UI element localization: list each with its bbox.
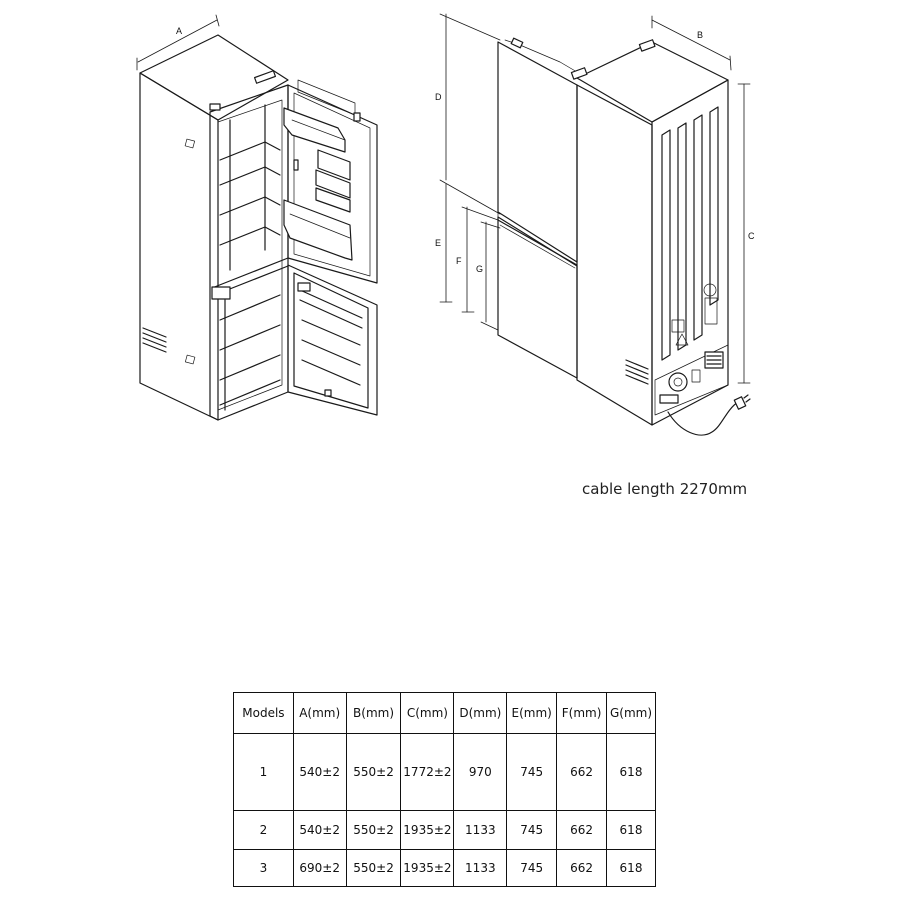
header-models: Models xyxy=(234,693,294,734)
table-cell: 745 xyxy=(507,850,557,887)
dimension-label-d: D xyxy=(435,92,442,102)
dimensions-table xyxy=(233,692,656,887)
table-cell: 540±2 xyxy=(293,734,346,811)
table-cell: 745 xyxy=(507,811,557,850)
table-cell: 1133 xyxy=(454,850,507,887)
dimension-label-g: G xyxy=(476,264,484,274)
open-fridge-view xyxy=(137,15,377,420)
table-cell: 618 xyxy=(607,734,656,811)
built-in-back-view xyxy=(435,14,755,435)
back-panel xyxy=(652,80,728,425)
table-cell: 1133 xyxy=(454,811,507,850)
fridge-cabinet-side xyxy=(140,73,218,420)
table-row xyxy=(234,850,656,887)
table-cell: 690±2 xyxy=(293,850,346,887)
table-cell: 1935±2 xyxy=(401,811,454,850)
table-cell: 550±2 xyxy=(346,734,401,811)
lower-door-panel xyxy=(498,217,577,378)
table-cell: 618 xyxy=(607,850,656,887)
table-cell: 550±2 xyxy=(346,850,401,887)
header-e: E(mm) xyxy=(507,693,557,734)
table-cell: 1935±2 xyxy=(401,850,454,887)
table-header-row xyxy=(234,693,656,734)
header-d: D(mm) xyxy=(454,693,507,734)
dimension-label-f: F xyxy=(456,256,462,266)
table-cell: 550±2 xyxy=(346,811,401,850)
header-b: B(mm) xyxy=(346,693,401,734)
upper-door-panel xyxy=(498,42,577,262)
table-cell: 618 xyxy=(607,811,656,850)
table-cell: 1 xyxy=(234,734,294,811)
table-cell: 2 xyxy=(234,811,294,850)
header-c: C(mm) xyxy=(401,693,454,734)
header-g: G(mm) xyxy=(607,693,656,734)
table-cell: 1772±2 xyxy=(401,734,454,811)
table-row xyxy=(234,734,656,811)
table-cell: 3 xyxy=(234,850,294,887)
dimension-label-a: A xyxy=(176,26,183,36)
table-cell: 970 xyxy=(454,734,507,811)
dimension-label-b: B xyxy=(697,30,704,40)
table-cell: 662 xyxy=(557,734,607,811)
table-cell: 540±2 xyxy=(293,811,346,850)
header-f: F(mm) xyxy=(557,693,607,734)
table-cell: 745 xyxy=(507,734,557,811)
table-cell: 662 xyxy=(557,850,607,887)
dimension-label-e: E xyxy=(435,238,442,248)
dimension-label-c: C xyxy=(748,231,755,241)
cable-length-note: cable length 2270mm xyxy=(582,480,748,498)
table-row xyxy=(234,811,656,850)
table-cell: 662 xyxy=(557,811,607,850)
header-a: A(mm) xyxy=(293,693,346,734)
